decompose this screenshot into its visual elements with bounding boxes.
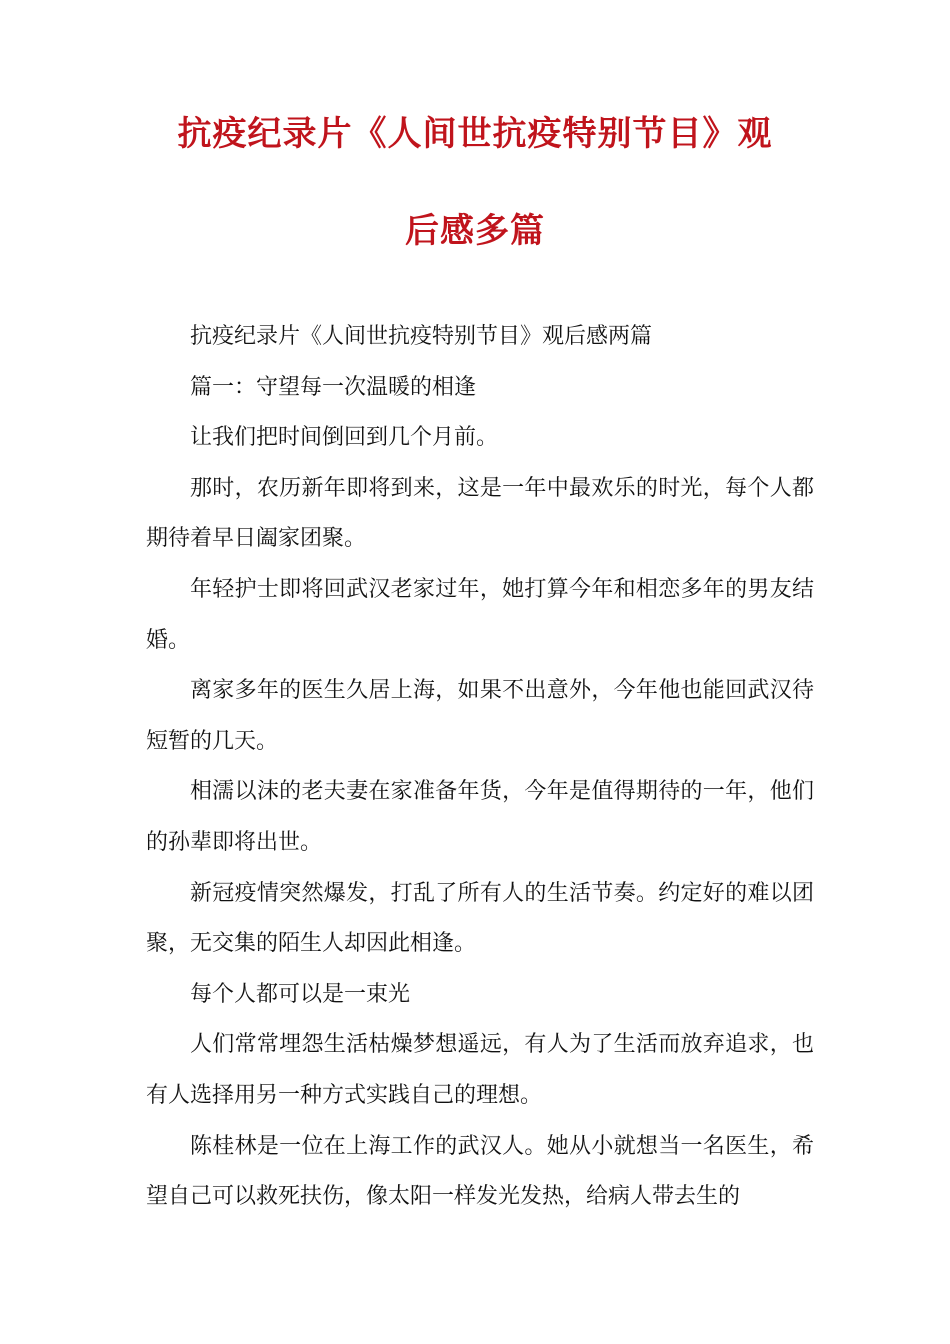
document-body bbox=[146, 312, 814, 1223]
paragraph: 抗疫纪录片《人间世抗疫特别节目》观后感两篇 bbox=[190, 324, 653, 349]
paragraph: 让我们把时间倒回到几个月前。 bbox=[190, 425, 499, 451]
paragraph: 新冠疫情突然爆发，打乱了所有人的生活节奏。约定好的难以团聚，无交集的陌生人却因此相逢。 bbox=[146, 880, 814, 957]
document-title-line-1: 抗疫纪录片《人间世抗疫特别节目》观 bbox=[177, 114, 773, 154]
paragraph: 年轻护士即将回武汉老家过年，她打算今年和相恋多年的男友结婚。 bbox=[146, 576, 814, 653]
paragraph: 那时，农历新年即将到来，这是一年中最欢乐的时光，每个人都期待着早日阖家团聚。 bbox=[146, 475, 814, 552]
paragraph: 相濡以沫的老夫妻在家准备年货，今年是值得期待的一年，他们的孙辈即将出世。 bbox=[146, 779, 814, 855]
paragraph: 每个人都可以是一束光 bbox=[190, 981, 411, 1007]
paragraph: 篇一：守望每一次温暖的相逢 bbox=[190, 374, 477, 400]
paragraph: 离家多年的医生久居上海，如果不出意外，今年他也能回武汉待短暂的几天。 bbox=[146, 678, 814, 754]
paragraph: 人们常常埋怨生活枯燥梦想遥远，有人为了生活而放弃追求，也有人选择用另一种方式实践自己的理想。 bbox=[146, 1032, 814, 1108]
document-title-line-2: 后感多篇 bbox=[405, 211, 545, 251]
paragraph: 陈桂林是一位在上海工作的武汉人。她从小就想当一名医生，希望自己可以救死扶伤，像太阳一样发光发热，给病人带去生的 bbox=[146, 1133, 814, 1210]
